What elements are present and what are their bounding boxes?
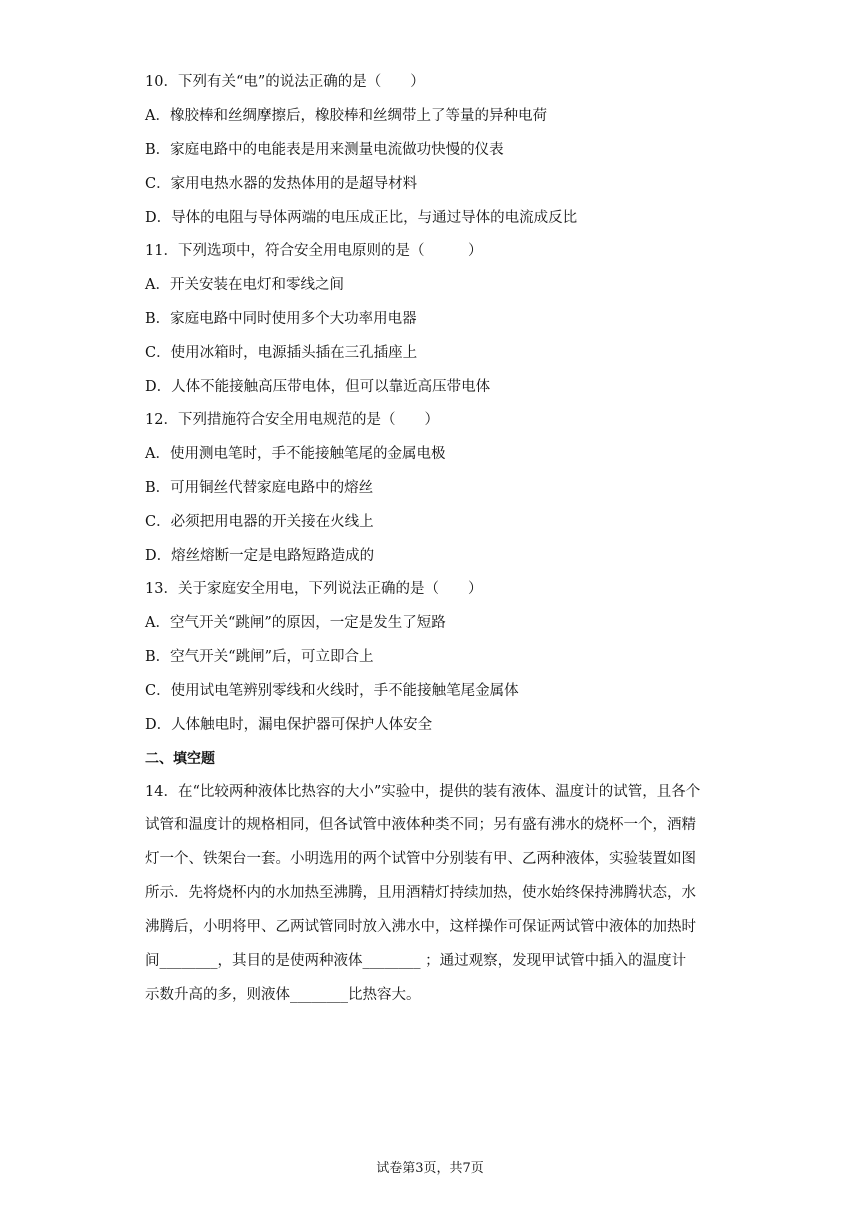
question-12-stem: 12．下列措施符合安全用电规范的是（ ） bbox=[145, 412, 439, 428]
question-13-option-b: B．空气开关“跳闸”后，可立即合上 bbox=[145, 649, 374, 665]
question-11-option-b: B．家庭电路中同时使用多个大功率用电器 bbox=[145, 311, 417, 327]
question-12-option-b: B．可用铜丝代替家庭电路中的熔丝 bbox=[145, 480, 374, 496]
question-12-option-c: C．必须把用电器的开关接在火线上 bbox=[145, 514, 374, 530]
question-14-line-6: 间________，其目的是使两种液体________ ；通过观察，发现甲试管中插入的温度计 bbox=[145, 953, 687, 969]
question-11-option-a: A．开关安装在电灯和零线之间 bbox=[145, 277, 344, 293]
question-12-option-d: D．熔丝熔断一定是电路短路造成的 bbox=[145, 548, 375, 564]
question-14-line-3: 灯一个、铁架台一套。小明选用的两个试管中分别装有甲、乙两种液体，实验装置如图 bbox=[145, 851, 696, 867]
page-footer: 试卷第3页，共7页 bbox=[376, 1161, 484, 1176]
question-11-option-d: D．人体不能接触高压带电体，但可以靠近高压带电体 bbox=[145, 379, 491, 395]
question-12-option-a: A．使用测电笔时，手不能接触笔尾的金属电极 bbox=[145, 446, 446, 462]
question-14-line-1: 14．在“比较两种液体比热容的大小”实验中，提供的装有液体、温度计的试管，且各个 bbox=[145, 784, 701, 800]
section-title-fill-in: 二、填空题 bbox=[145, 751, 215, 767]
question-13-option-d: D．人体触电时，漏电保护器可保护人体安全 bbox=[145, 717, 433, 733]
question-14-line-4: 所示．先将烧杯内的水加热至沸腾，且用酒精灯持续加热，使水始终保持沸腾状态，水 bbox=[145, 885, 696, 901]
question-10-option-d: D．导体的电阻与导体两端的电压成正比，与通过导体的电流成反比 bbox=[145, 210, 578, 226]
question-13-option-a: A．空气开关“跳闸”的原因，一定是发生了短路 bbox=[145, 615, 446, 631]
question-14-line-2: 试管和温度计的规格相同，但各试管中液体种类不同；另有盛有沸水的烧杯一个，酒精 bbox=[145, 817, 696, 833]
question-10-option-b: B．家庭电路中的电能表是用来测量电流做功快慢的仪表 bbox=[145, 142, 504, 158]
question-14-line-5: 沸腾后，小明将甲、乙两试管同时放入沸水中，这样操作可保证两试管中液体的加热时 bbox=[145, 919, 696, 935]
question-11-stem: 11．下列选项中，符合安全用电原则的是（ ） bbox=[145, 243, 483, 259]
question-10-option-c: C．家用电热水器的发热体用的是超导材料 bbox=[145, 176, 418, 192]
question-10-stem: 10．下列有关“电”的说法正确的是（ ） bbox=[145, 74, 425, 90]
question-11-option-c: C．使用冰箱时，电源插头插在三孔插座上 bbox=[145, 345, 418, 361]
question-13-option-c: C．使用试电笔辨别零线和火线时，手不能接触笔尾金属体 bbox=[145, 683, 519, 699]
question-10-option-a: A．橡胶棒和丝绸摩擦后，橡胶棒和丝绸带上了等量的异种电荷 bbox=[145, 108, 547, 124]
question-13-stem: 13．关于家庭安全用电，下列说法正确的是（ ） bbox=[145, 581, 483, 597]
question-14-line-7: 示数升高的多，则液体________比热容大。 bbox=[145, 987, 421, 1003]
